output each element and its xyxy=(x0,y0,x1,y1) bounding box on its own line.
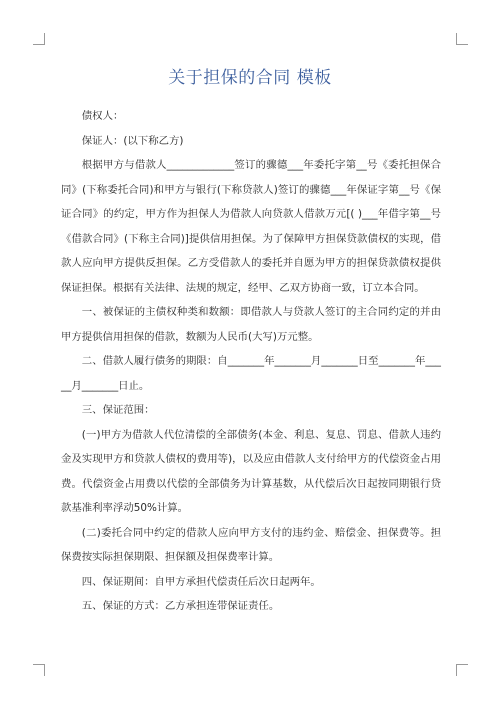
clause-3-heading: 三、保证范围： xyxy=(81,404,155,416)
clause-1: 一、被保证的主债权种类和数额：即借款人与贷款人签订的主合同约定的并由甲方提供信用担保的借款，数额为人民币(大写)万元整。 xyxy=(61,306,441,343)
clause-3-item-2: (二)委托合同中约定的借款人应向甲方支付的违约金、赔偿金、担保费等。担保费按实际担保期限、担保额及担保费率计算。 xyxy=(61,526,441,563)
page-corner-mark-top-right xyxy=(456,33,468,45)
preamble-paragraph: 根据甲方与借款人_____________签订的骤德___年委托字第__号《委托担保合同》(下称委托合同)和甲方与银行(下称贷款人)签订的骤德___年保证字第__号《保证合同》的约定，甲方作为担保人为借款人向贷款人借款万元[( )___年借字第__号《借款合同》(下称主合同)]提供信用担保。为了保障甲方担保贷款债权的实现，借款人应向甲方提供反担保。乙方受借款人的委托并自愿为甲方的担保贷款债权提供保证担保。根据有关法律、法规的规定，经甲、乙双方协商一致，订立本合同。 xyxy=(61,159,441,294)
document-title: 关于担保的合同 模板 xyxy=(168,68,332,88)
document-body xyxy=(61,104,441,619)
clause-3-item-1: (一)甲方为借款人代位清偿的全部债务(本金、利息、复息、罚息、借款人违约金及实现甲方和贷款人债权的费用等)，以及应由借款人支付给甲方的代偿资金占用费。代偿资金占用费以代偿的全部债务为计算基数，从代偿后次日起按同期银行贷款基准利率浮动50%计算。 xyxy=(61,428,441,514)
guarantor-line: 保证人：(以下称乙方) xyxy=(81,134,184,147)
page-corner-mark-top-left xyxy=(33,33,45,45)
page-corner-mark-bottom-left xyxy=(33,664,45,676)
clause-5: 五、保证的方式：乙方承担连带保证责任。 xyxy=(81,600,280,612)
clause-4: 四、保证期间：自甲方承担代偿责任后次日起两年。 xyxy=(81,575,321,588)
page-corner-mark-bottom-right xyxy=(456,664,468,676)
creditor-line: 债权人： xyxy=(81,110,124,122)
clause-2: 二、借款人履行债务的期限：自_______年_______月_______日至_______年_____月_______日止。 xyxy=(61,355,441,392)
